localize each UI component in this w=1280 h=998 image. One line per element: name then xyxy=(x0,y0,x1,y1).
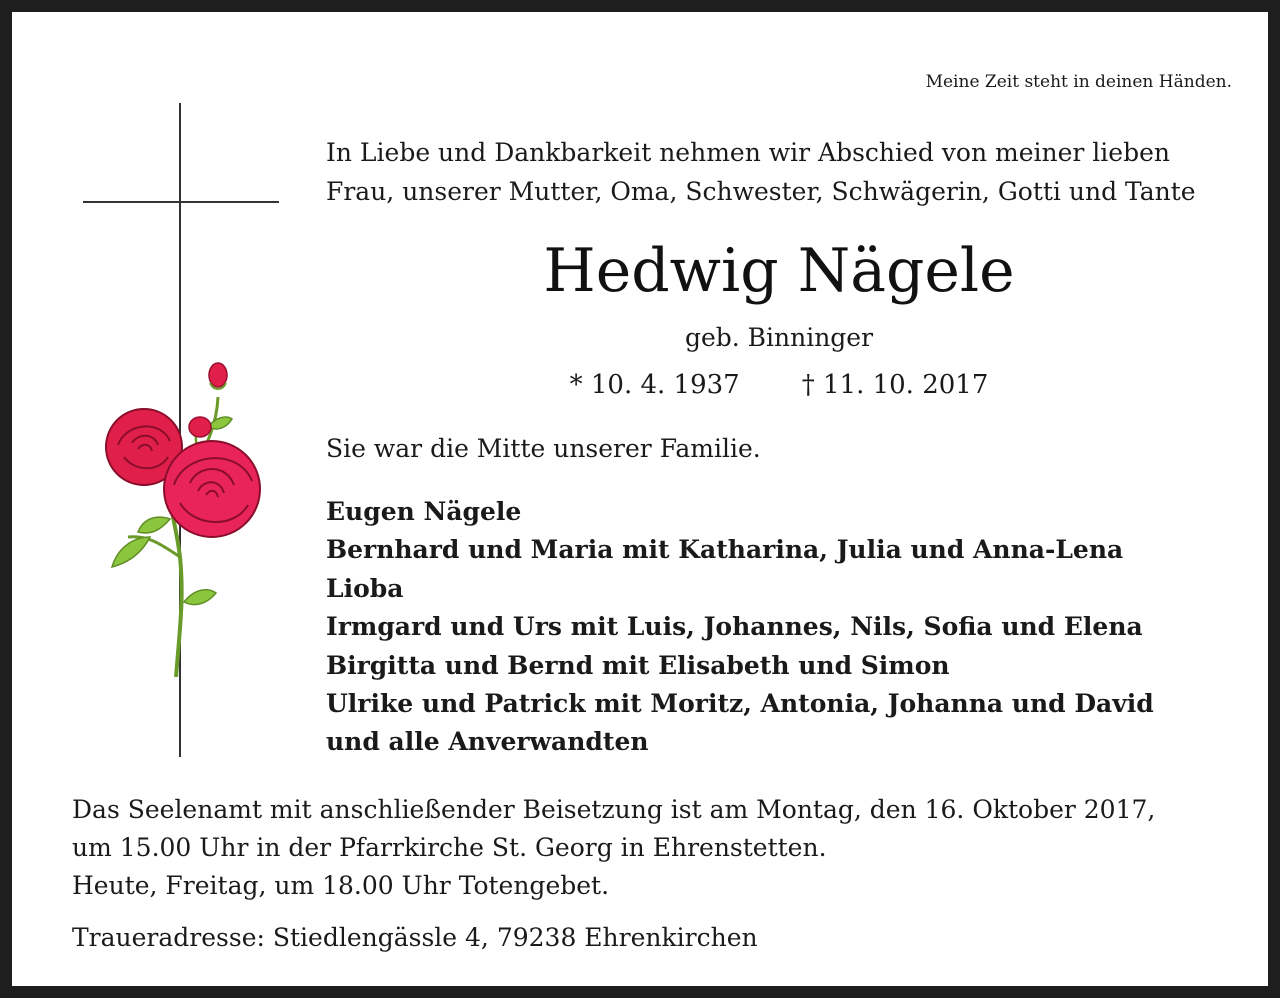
tribute-line: Sie war die Mitte unserer Familie. xyxy=(326,434,761,463)
mourner-entry: Birgitta und Bernd mit Elisabeth und Simon xyxy=(326,650,950,680)
mourner-entry: und alle Anverwandten xyxy=(326,727,649,757)
intro-line: In Liebe und Dankbarkeit nehmen wir Abschied von meiner lieben xyxy=(326,138,1170,167)
mourner-entry: Eugen Nägele xyxy=(326,497,522,526)
rose-icon xyxy=(98,357,278,677)
service-line: Heute, Freitag, um 18.00 Uhr Totengebet. xyxy=(72,871,610,900)
mourning-address: Traueradresse: Stiedlengässle 4, 79238 Ehrenkirchen xyxy=(72,923,758,952)
service-info xyxy=(72,791,1242,905)
intro-text xyxy=(326,133,1238,211)
life-dates xyxy=(326,366,1232,404)
mourner-entry: Bernhard und Maria mit Katharina, Julia und Anna-Lena xyxy=(326,535,1124,565)
birth-date: * 10. 4. 1937 xyxy=(569,370,740,400)
deceased-name: Hedwig Nägele xyxy=(543,236,1015,306)
death-date: † 11. 10. 2017 xyxy=(801,370,989,400)
motto: Meine Zeit steht in deinen Händen. xyxy=(925,72,1232,92)
mourners-list xyxy=(326,493,1232,762)
cross-icon-beam xyxy=(83,201,279,203)
mourner-entry: Irmgard und Urs mit Luis, Johannes, Nils, Sofia und Elena xyxy=(326,612,1143,642)
service-line: Das Seelenamt mit anschließender Beisetzung ist am Montag, den 16. Oktober 2017, xyxy=(72,795,1156,824)
mourner-entry: Ulrike und Patrick mit Moritz, Antonia, Johanna und David xyxy=(326,689,1154,719)
mourner-entry: Lioba xyxy=(326,573,404,603)
service-line: um 15.00 Uhr in der Pfarrkirche St. Georg in Ehrenstetten. xyxy=(72,833,827,862)
maiden-name: geb. Binninger xyxy=(684,323,874,352)
intro-line: Frau, unserer Mutter, Oma, Schwester, Schwägerin, Gotti und Tante xyxy=(326,177,1196,206)
